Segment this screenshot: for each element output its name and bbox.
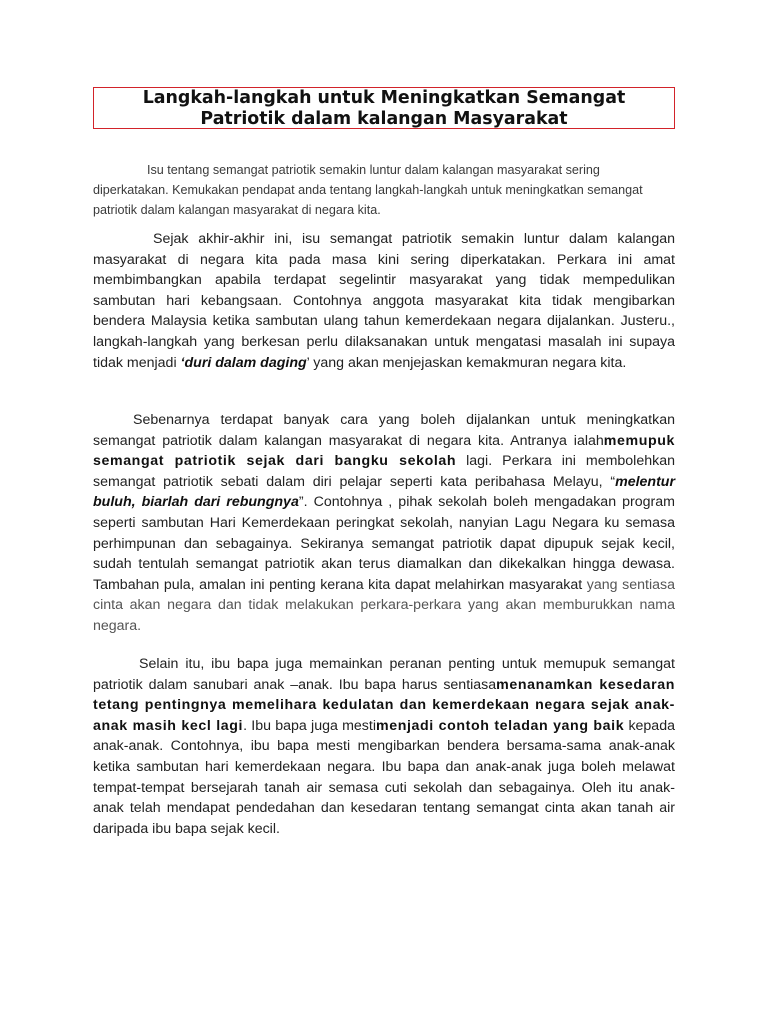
title-line-2: Patriotik dalam kalangan Masyarakat <box>200 109 568 129</box>
paragraph-1-emphasis: ‘duri dalam daging <box>180 354 307 371</box>
paragraph-2-text-b: lagi. Perkara ini membolehkan semangat patriotik sebati dalam diri pelajar seperti kata peribahasa Melayu, “ <box>93 453 675 490</box>
paragraph-1 <box>93 229 675 373</box>
paragraph-3-bold-1: menanamkan kesedaran tetang pentingnya memelihara kedulatan dan kemerdekaan negara sejak anak-anak masih kecl lagi <box>93 676 675 734</box>
essay-question: Isu tentang semangat patriotik semakin luntur dalam kalangan masyarakat sering diperkatakan. Kemukakan pendapat anda tentang langkah-langkah untuk meningkatkan semangat patriotik dalam kalangan masyarakat di negara kita. <box>93 163 643 217</box>
title-line-1: Langkah-langkah untuk Meningkatkan Semangat <box>142 88 626 108</box>
paragraph-2 <box>93 410 675 637</box>
paragraph-3 <box>93 654 675 839</box>
paragraph-3-text-b: . Ibu bapa juga mesti <box>243 717 376 734</box>
paragraph-2-text-d: yang sentiasa cinta akan negara dan tidak melakukan perkara-perkara yang akan memburukkan nama negara. <box>93 576 675 634</box>
paragraph-2-text-c: ”. Contohnya , pihak sekolah boleh mengadakan program seperti sambutan Hari Kemerdekaan peringkat sekolah, nanyian Lagu Negara ku semasa perhimpunan dan sebagainya. Sekiranya semangat patriotik dapat dipupuk sejak kecil, sudah tentulah semangat patriotik akan terus diamalkan dan dikekalkan hingga dewasa. Tambahan pula, amalan ini penting kerana kita dapat melahirkan masyarakat <box>93 494 675 593</box>
paragraph-2-text-a: Sebenarnya terdapat banyak cara yang boleh dijalankan untuk meningkatkan semangat patriotik dalam kalangan masyarakat di negara kita. Antranya ialah <box>93 412 675 449</box>
paragraph-3-text-c: kepada anak-anak. Contohnya, ibu bapa mesti mengibarkan bendera bersama-sama anak-anak ketika sambutan hari kemerdekaan negara. Ibu bapa dan anak-anak juga boleh melawat tempat-tempat bersejarah tanah air semasa cuti sekolah dan sebagainya. Oleh itu anak-anak telah mendapat pendedahan dan kesedaran tentang semangat cinta akan tanah air daripada ibu bapa sejak kecil. <box>93 717 675 837</box>
paragraph-3-text-a: Selain itu, ibu bapa juga memainkan peranan penting untuk memupuk semangat patriotik dalam sanubari anak –anak. Ibu bapa harus sentiasa <box>93 656 675 693</box>
paragraph-2-proverb: melentur buluh, biarlah dari rebungnya <box>93 473 675 511</box>
paragraph-1-text-a: Sejak akhir-akhir ini, isu semangat patriotik semakin luntur dalam kalangan masyarakat di negara kita pada masa kini sering diperkatakan. Perkara ini amat membimbangkan apabila terdapat segelintir masyarakat yang tidak mempedulikan sambutan hari kebangsaan. Contohnya anggota masyarakat kita tidak mengibarkan bendera Malaysia ketika sambutan ulang tahun kemerdekaan negara dijalankan. Justeru., langkah-langkah yang berkesan perlu dilaksanakan untuk mengatasi masalah ini supaya tidak menjadi <box>93 231 675 371</box>
paragraph-1-text-b: ’ yang akan menjejaskan kemakmuran negara kita. <box>306 354 627 371</box>
paragraph-2-bold-1: memupuk semangat patriotik sejak dari bangku sekolah <box>93 432 675 470</box>
title-box <box>93 87 675 129</box>
paragraph-3-bold-2: menjadi contoh teladan yang baik <box>376 717 625 734</box>
